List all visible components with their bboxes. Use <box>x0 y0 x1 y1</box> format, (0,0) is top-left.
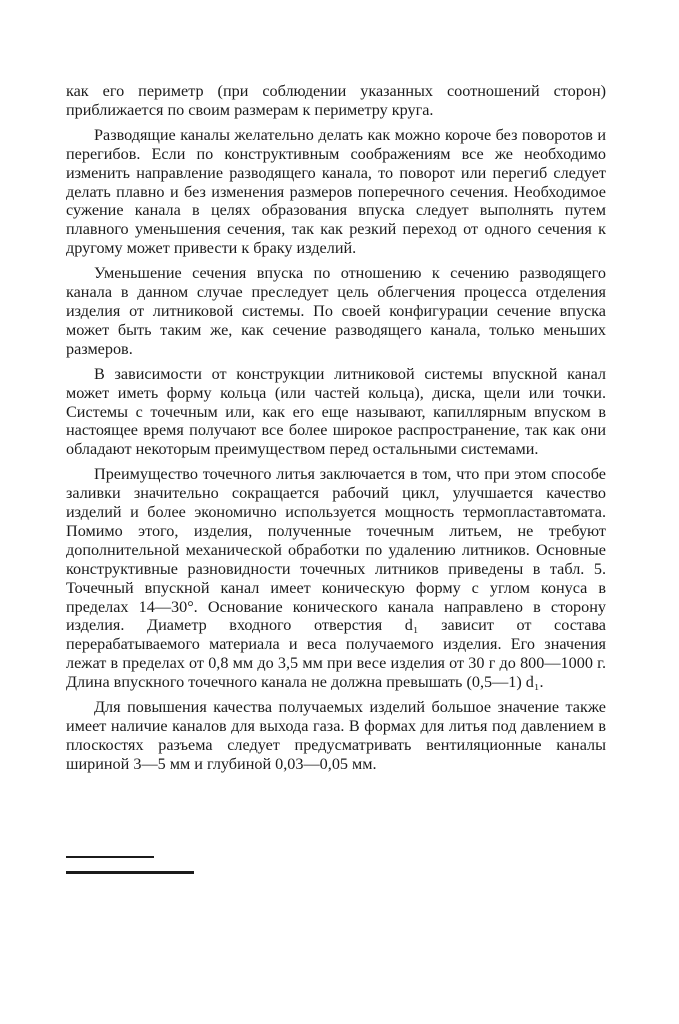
footnote-rule-short <box>66 856 154 858</box>
paragraph-gate-shapes: В зависимости от конструкции литниковой системы впускной канал может иметь форму кольца (или частей кольца), диска, щели или точки. Системы с точечным или, как его еще называют, капиллярным впуском в настоящее время получают все более широкое распространение, так как они обладают некоторым преимуществом перед остальными системами. <box>66 364 606 459</box>
paragraph-perimeter-continuation: как его периметр (при соблюдении указанных соотношений сторон) приближается по своим размерам к периметру круга. <box>66 82 606 119</box>
paragraph-gate-section: Уменьшение сечения впуска по отношению к сечению разводящего канала в данном случае преследует цель облегчения процесса отделения изделия от литниковой системы. По своей конфигурации сечение впуска может быть таким же, как сечение разводящего канала, только меньших размеров. <box>66 264 606 358</box>
page-body <box>66 82 606 780</box>
paragraph-gas-vents: Для повышения качества получаемых изделий большое значение также имеет наличие каналов для выхода газа. В формах для литья под давлением в плоскостях разъема следует предусматривать вентиляционные каналы шириной 3—5 мм и глубиной 0,03—0,05 мм. <box>66 698 606 773</box>
paragraph-pin-point-gating: Преимущество точечного литья заключается в том, что при этом способе заливки значительно сокращается рабочий цикл, улучшается качество изделий и более экономично используется мощность термопластавтомата. Помимо этого, изделия, полученные точечным литьем, не требуют дополнительной механической обработки по удалению литников. Основные конструктивные разновидности точечных литников приведены в табл. 5. Точечный впускной канал имеет коническую форму с углом конуса в пределах 14—30°. Основание конического канала направлено в сторону изделия. Диаметр входного отверстия d₁ зависит от состава перерабатываемого материала и веса получаемого изделия. Его значения лежат в пределах от 0,8 мм до 3,5 мм при весе изделия от 30 г до 800—1000 г. Длина впускного точечного канала не должна превышать (0,5—1) d₁. <box>66 465 606 692</box>
paragraph-runner-channels: Разводящие каналы желательно делать как можно короче без поворотов и перегибов. Если по конструктивным соображениям все же необходимо изменить направление разводящего канала, то поворот или перегиб следует делать плавно и без изменения размеров поперечного сечения. Необходимое сужение канала в целях образования впуска следует выполнять путем плавного уменьшения сечения, так как резкий переход от одного сечения к другому может привести к браку изделий. <box>66 125 606 258</box>
footnote-separator <box>66 856 194 874</box>
footnote-rule-long <box>66 871 194 874</box>
